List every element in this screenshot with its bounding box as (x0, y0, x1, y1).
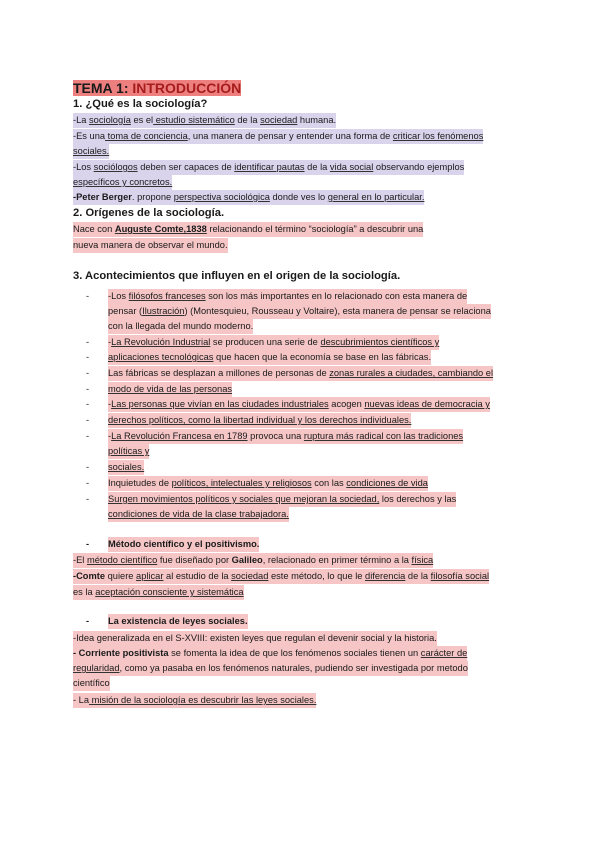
text-run: quiere (105, 571, 137, 581)
text-run: sociales. (73, 146, 110, 156)
list-item (108, 335, 439, 350)
text-run: aplicar (136, 571, 164, 581)
text-run: física (411, 555, 434, 565)
text-run: se producen una serie de (210, 337, 321, 347)
bullet-dash: - (86, 539, 90, 549)
text-run: nuevas ideas de democracia y (364, 399, 490, 409)
text-run: -Los (108, 291, 129, 301)
text-line (73, 238, 228, 253)
list-item (108, 382, 232, 397)
list-item (108, 476, 428, 491)
text-run: es la (73, 587, 96, 597)
text-line (73, 646, 467, 661)
text-line (73, 693, 316, 708)
bullet-dash: - (86, 415, 90, 425)
section-3-heading: 3. Acontecimientos que influyen en el origen de la sociología. (73, 270, 401, 282)
text-run: -Idea generalizada en el S-XVIII: existen leyes que regulan el devenir social y la historia. (73, 633, 437, 643)
text-run: Ilustración (142, 306, 185, 316)
text-run: de la (405, 571, 431, 581)
bullet-dash: - (86, 399, 90, 409)
text-line (73, 661, 468, 676)
text-run: este método, lo que le (268, 571, 366, 581)
bullet-dash: - (86, 478, 90, 488)
text-run: que hacen que la economía se base en las fábricas. (213, 352, 432, 362)
list-item (108, 350, 431, 365)
bullet-dash: - (86, 368, 90, 378)
text-run: ruptura más radical con las tradiciones (303, 431, 464, 441)
text-run: estudio sistemático (153, 115, 235, 125)
text-run: sociales. (108, 462, 145, 472)
text-run: con la llegada del mundo moderno. (108, 321, 254, 331)
text-run: específicos y concretos. (73, 177, 173, 187)
text-run: Galileo (231, 555, 263, 565)
text-run: Inquietudes de (108, 478, 172, 488)
text-line (73, 190, 424, 205)
text-line (73, 585, 244, 600)
section-2-heading: 2. Orígenes de la sociología. (73, 207, 225, 219)
text-run: perspectiva sociológica (173, 192, 270, 202)
text-run: son los más importantes en lo relacionado con esta manera de (205, 291, 468, 301)
text-run: políticos, intelectuales y religiosos (171, 478, 312, 488)
text-run: es el (130, 115, 154, 125)
text-run: -La (73, 115, 90, 125)
text-run: regularidad (73, 663, 120, 673)
text-run: -Los (73, 162, 94, 172)
text-run: relacionando el término “sociología” a descubrir una (206, 224, 424, 234)
text-run: científico (73, 678, 110, 688)
text-run: - Corriente positivista (73, 648, 169, 658)
bullet-dash: - (86, 494, 90, 504)
text-run: La Revolución Industrial (111, 337, 211, 347)
list-item (108, 429, 463, 444)
text-run: políticas y (108, 446, 150, 456)
document-title (73, 80, 241, 97)
text-run: aceptación consciente y sistemática (95, 587, 244, 597)
text-line (73, 113, 336, 128)
text-line (73, 631, 437, 646)
text-run: , relacionado en primer término a la (262, 555, 412, 565)
list-item (108, 413, 411, 428)
text-run: donde ves lo (269, 192, 328, 202)
text-run: -El (73, 555, 87, 565)
text-line (73, 144, 109, 159)
bullet-dash: - (86, 616, 90, 626)
text-run: al estudio de la (163, 571, 232, 581)
text-run: observando ejemplos (373, 162, 465, 172)
text-run: sociología (89, 115, 131, 125)
text-run: modo de vida de las personas (108, 384, 233, 394)
text-run: sociedad (260, 115, 298, 125)
text-run: deben ser capaces de (137, 162, 235, 172)
text-run: método científico (86, 555, 158, 565)
bullet-dash: - (86, 431, 90, 441)
text-line (73, 160, 464, 175)
text-run: - (108, 337, 112, 347)
section-4-heading: Método científico y el positivismo. (108, 537, 259, 552)
text-run: Las fábricas se desplazan a millones de personas de (108, 368, 330, 378)
section-5-heading: La existencia de leyes sociales. (108, 614, 248, 629)
text-run: . propone (131, 192, 174, 202)
text-run: criticar los fenómenos (392, 131, 484, 141)
bullet-dash: - (86, 291, 90, 301)
text-run: carácter de (420, 648, 468, 658)
list-item (108, 492, 456, 507)
text-run: diferencia (365, 571, 406, 581)
text-run: se fomenta la idea de que los fenómenos sociales tienen un (168, 648, 421, 658)
text-run: nueva manera de observar el mundo. (73, 240, 228, 250)
text-run: - (108, 399, 112, 409)
text-run: misión de la sociología es descubrir las leyes sociales. (89, 695, 317, 705)
text-run: condiciones de vida (346, 478, 428, 488)
text-run: INTRODUCCIÓN (132, 80, 242, 96)
text-run: descubrimientos científicos y (320, 337, 440, 347)
text-run: filosofía social (430, 571, 490, 581)
text-run: pensar ( (108, 306, 143, 316)
text-line (73, 676, 110, 691)
text-run: general en lo particular. (327, 192, 425, 202)
bullet-dash: - (86, 462, 90, 472)
text-run: Surgen movimientos políticos y sociales que mejoran la sociedad, (108, 494, 380, 504)
text-run: -Comte (73, 571, 106, 581)
text-run: humana. (297, 115, 337, 125)
text-line (73, 553, 433, 568)
text-run: La Revolución Francesa en 1789 (111, 431, 248, 441)
section-1-heading: 1. ¿Qué es la sociología? (73, 98, 208, 110)
list-item-continuation (108, 319, 253, 334)
text-run: provoca una (247, 431, 304, 441)
text-run: vida social (329, 162, 374, 172)
text-run: acogen (328, 399, 365, 409)
text-run: -Es una (73, 131, 106, 141)
list-item (108, 366, 493, 381)
list-item-continuation (108, 444, 149, 459)
text-run: los derechos y las (379, 494, 457, 504)
list-item (108, 460, 144, 475)
text-run: derechos políticos, como la libertad individual y los derechos individuales. (108, 415, 412, 425)
text-run: toma de conciencia (105, 131, 188, 141)
text-run: zonas rurales a ciudades, cambiando el (329, 368, 494, 378)
text-run: ) (Montesquieu, Rousseau y Voltaire), esta manera de pensar se relaciona (184, 306, 491, 316)
text-run: de la (234, 115, 261, 125)
bullet-dash: - (86, 337, 90, 347)
text-line (73, 569, 489, 584)
list-item (108, 397, 490, 412)
list-item (108, 289, 467, 304)
text-run: identificar pautas (234, 162, 305, 172)
text-run: - (108, 431, 112, 441)
text-run: - La (73, 695, 90, 705)
text-run: condiciones de vida de la clase trabajadora. (108, 509, 289, 519)
text-run: aplicaciones tecnológicas (108, 352, 214, 362)
text-line (73, 175, 172, 190)
text-run: Las personas que vivían en las ciudades industriales (111, 399, 329, 409)
text-run: -Peter Berger (73, 192, 132, 202)
bullet-dash: - (86, 384, 90, 394)
text-line (73, 129, 483, 144)
text-run: de la (304, 162, 330, 172)
text-run: filósofos franceses (128, 291, 206, 301)
text-run: TEMA 1: (73, 80, 133, 96)
text-line (73, 222, 423, 237)
text-run: Auguste Comte,1838 (114, 224, 207, 234)
text-run: Nace con (73, 224, 115, 234)
text-run: , una manera de pensar y entender una forma de (187, 131, 393, 141)
bullet-dash: - (86, 352, 90, 362)
text-run: sociólogos (93, 162, 138, 172)
text-run: con las (311, 478, 347, 488)
text-run: sociedad (231, 571, 269, 581)
list-item-continuation (108, 304, 491, 319)
text-run: , como ya pasaba en los fenómenos naturales, pudiendo ser investigada por metodo (119, 663, 468, 673)
list-item-continuation (108, 507, 289, 522)
text-run: fue diseñado por (157, 555, 232, 565)
